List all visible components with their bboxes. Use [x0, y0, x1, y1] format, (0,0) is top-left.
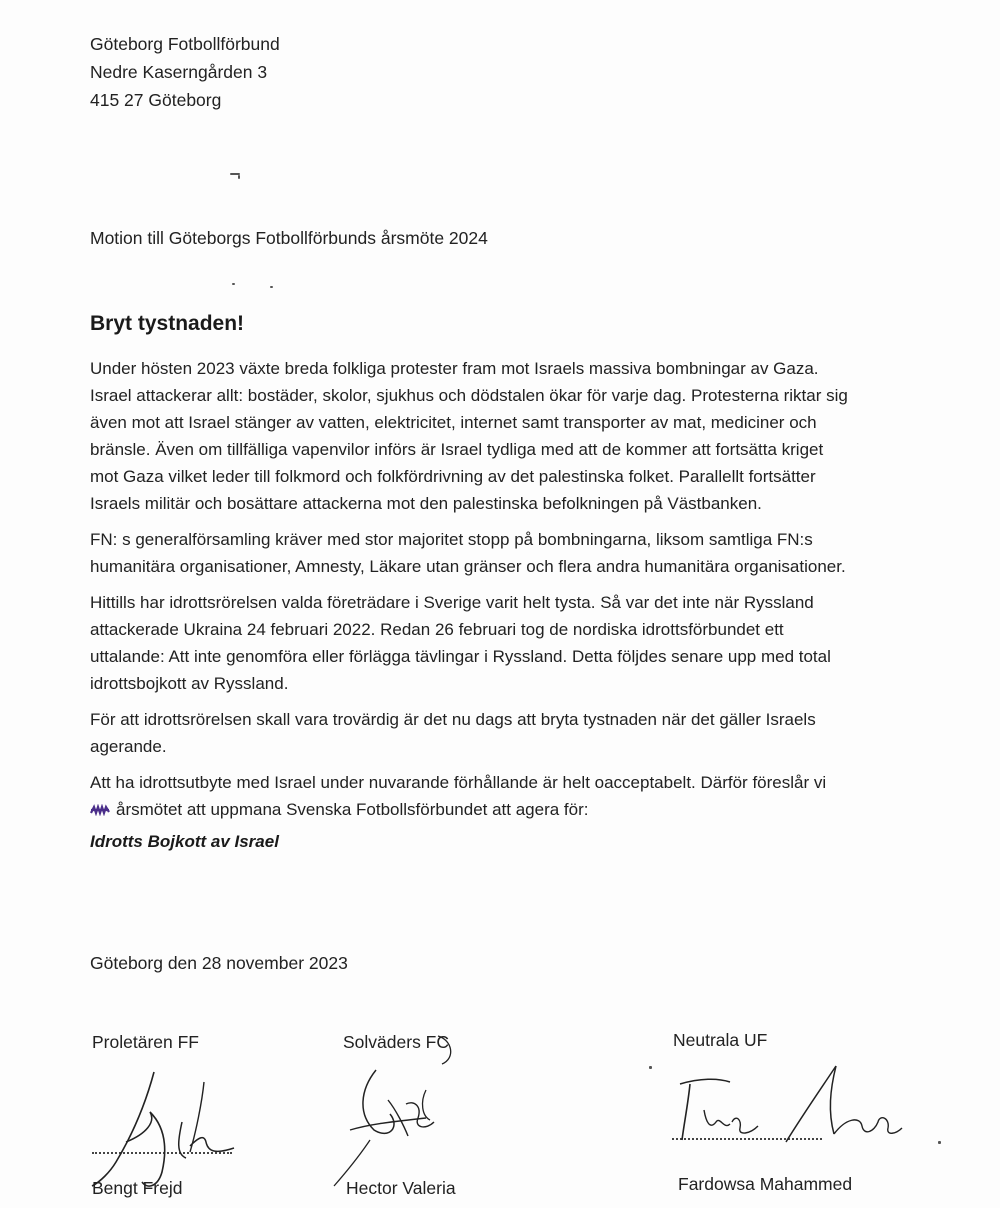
recipient-address — [90, 30, 280, 114]
signer-name-2: Hector Valeria — [346, 1178, 456, 1198]
text-line: Att ha idrottsutbyte med Israel under nuvarande förhållande är helt oacceptabelt. Därför föreslår vi — [90, 773, 827, 792]
text-line: För att idrottsrörelsen skall vara trovärdig är det nu dags att bryta tystnaden när det gäller Israels — [90, 710, 816, 729]
text-line: attackerade Ukraina 24 februari 2022. Redan 26 februari tog de nordiska idrottsförbundet ett — [90, 620, 784, 639]
text-line: FN: s generalförsamling kräver med stor majoritet stopp på bombningarna, liksom samtliga FN:s — [90, 530, 813, 549]
letter-body — [90, 355, 970, 832]
club-name-1: Proletären FF — [92, 1032, 199, 1052]
club-name-2: Solväders FC — [343, 1032, 450, 1052]
paragraph-1 — [90, 355, 970, 517]
text-line: uttalande: Att inte genomföra eller förlägga tävlingar i Ryssland. Detta följdes senare upp med total — [90, 647, 831, 666]
text-line: agerande. — [90, 737, 167, 756]
motion-title: Motion till Göteborgs Fotbollförbunds årsmöte 2024 — [90, 228, 488, 248]
text-line: även mot att Israel stänger av vatten, elektricitet, internet samt transporter av mat, mediciner och — [90, 413, 817, 432]
scan-speck — [270, 286, 273, 288]
signer-name-3: Fardowsa Mahammed — [678, 1174, 853, 1194]
signature-fardowsa-mahammed-icon — [670, 1060, 910, 1150]
text-line: bränsle. Även om tillfälliga vapenvilor införs är Israel tydliga med att de kommer att fortsätta kriget — [90, 440, 824, 459]
signer-name-1: Bengt Frejd — [92, 1178, 183, 1198]
scan-speck — [938, 1141, 941, 1144]
scribble-mark-icon — [90, 804, 110, 816]
scan-speck — [649, 1066, 652, 1069]
signature-bengt-frejd-icon — [86, 1062, 256, 1192]
text-line-with-scribble — [90, 796, 970, 823]
motion-demand: Idrotts Bojkott av Israel — [90, 832, 279, 851]
text-line: mot Gaza vilket leder till folkmord och folkfördrivning av det palestinska folket. Parallellt fortsätter — [90, 467, 816, 486]
address-line-1: Göteborg Fotbollförbund — [90, 34, 280, 54]
address-line-3: 415 27 Göteborg — [90, 90, 222, 110]
text-line: Under hösten 2023 växte breda folkliga protester fram mot Israels massiva bombningar av Gaza. — [90, 359, 819, 378]
paragraph-2 — [90, 526, 970, 580]
paragraph-4 — [90, 706, 970, 760]
text-line: Israels militär och bosättare attackerna mot den palestinska befolkningen på Västbanken. — [90, 494, 762, 513]
text-line: Israel attackerar allt: bostäder, skolor, sjukhus och dödstalen ökar för varje dag. Protesterna riktar sig — [90, 386, 848, 405]
paragraph-5 — [90, 769, 970, 823]
text-line: idrottsbojkott av Ryssland. — [90, 674, 289, 693]
scan-speck — [232, 283, 235, 285]
date-line: Göteborg den 28 november 2023 — [90, 953, 348, 973]
scan-speck — [238, 175, 240, 179]
address-line-2: Nedre Kaserngården 3 — [90, 62, 268, 82]
text-line: årsmötet att uppmana Svenska Fotbollsförbundet att agera för: — [116, 800, 589, 819]
letter-heading: Bryt tystnaden! — [90, 312, 245, 335]
signature-hector-valeria-icon — [330, 1030, 470, 1190]
text-line: humanitära organisationer, Amnesty, Läkare utan gränser och flera andra humanitära organisationer. — [90, 557, 846, 576]
club-name-3: Neutrala UF — [673, 1030, 768, 1050]
text-line: Hittills har idrottsrörelsen valda företrädare i Sverige varit helt tysta. Så var det inte när Ryssland — [90, 593, 814, 612]
paragraph-3 — [90, 589, 970, 697]
